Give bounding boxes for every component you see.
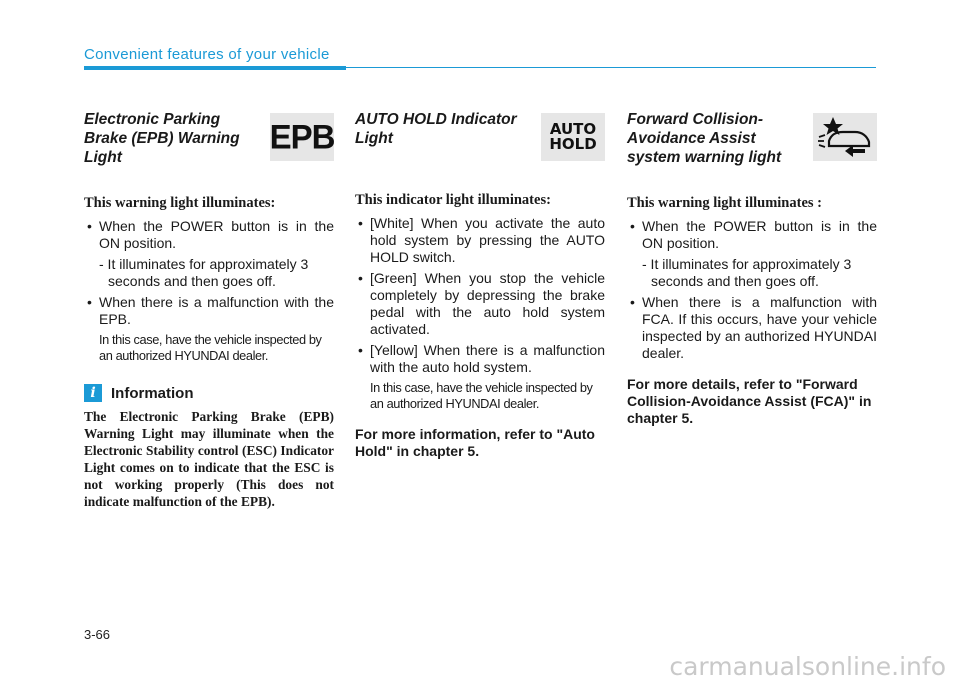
information-label: Information [111, 384, 194, 402]
list-subitem: - It illuminates for approximately 3 seconds and then goes off. [99, 256, 309, 289]
epb-warning-icon [270, 113, 334, 161]
epb-subhead: This warning light illuminates: [84, 195, 276, 211]
epb-list [84, 218, 334, 364]
list-item: • [White] When you activate the auto hold system by pressing the AUTO HOLD switch. [355, 215, 605, 266]
header-rule-thin [346, 67, 876, 68]
watermark: carmanualsonline.info [669, 652, 946, 681]
fca-warning-icon [813, 113, 877, 161]
fca-title: Forward Collision-Avoidance Assist system warning light [627, 111, 782, 166]
column-fca [627, 110, 877, 427]
page-number: 3-66 [84, 627, 111, 642]
auto-hold-title: AUTO HOLD Indicator Light [355, 111, 517, 147]
auto-hold-icon-line2: HOLD [549, 135, 597, 153]
column-epb [84, 110, 334, 510]
fca-list [627, 218, 877, 362]
info-icon: i [84, 384, 102, 402]
section-header: Convenient features of your vehicle [84, 46, 330, 63]
fca-reference: For more details, refer to "Forward Collision-Avoidance Assist (FCA)" in chapter 5. [627, 376, 872, 426]
auto-hold-icon-line1: AUTO [549, 120, 597, 138]
list-item: • When the POWER button is in the ON position. [627, 218, 877, 252]
collision-car-icon [815, 115, 875, 159]
auto-hold-indicator-icon [541, 113, 605, 161]
list-item: • When there is a malfunction with the EPB. [84, 294, 334, 328]
auto-hold-list [355, 215, 605, 412]
header-rule-thick [84, 66, 346, 70]
column-auto-hold [355, 110, 605, 460]
auto-hold-subhead: This indicator light illuminates: [355, 192, 551, 208]
information-header [84, 384, 334, 402]
list-item: • When the POWER button is in the ON position. [84, 218, 334, 252]
epb-icon-text: EPB [269, 117, 335, 156]
epb-title: Electronic Parking Brake (EPB) Warning Light [84, 111, 240, 166]
information-body: The Electronic Parking Brake (EPB) Warning Light may illuminate when the Electronic Stability control (ESC) Indicator Light comes on to indicate that the ESC is not working properly (This does not indicate malfunction of the EPB). [84, 409, 334, 509]
list-item: • [Green] When you stop the vehicle completely by depressing the brake pedal with the auto hold system activated. [355, 270, 605, 338]
list-note: In this case, have the vehicle inspected by an authorized HYUNDAI dealer. [99, 332, 322, 363]
fca-subhead: This warning light illuminates : [627, 195, 822, 211]
list-subitem: - It illuminates for approximately 3 seconds and then goes off. [642, 256, 852, 289]
list-item: • [Yellow] When there is a malfunction with the auto hold system. [355, 342, 605, 376]
auto-hold-reference: For more information, refer to "Auto Hold" in chapter 5. [355, 426, 595, 459]
list-note: In this case, have the vehicle inspected by an authorized HYUNDAI dealer. [370, 380, 593, 411]
list-item: • When there is a malfunction with FCA. If this occurs, have your vehicle inspected by an authorized HYUNDAI dealer. [627, 294, 877, 362]
